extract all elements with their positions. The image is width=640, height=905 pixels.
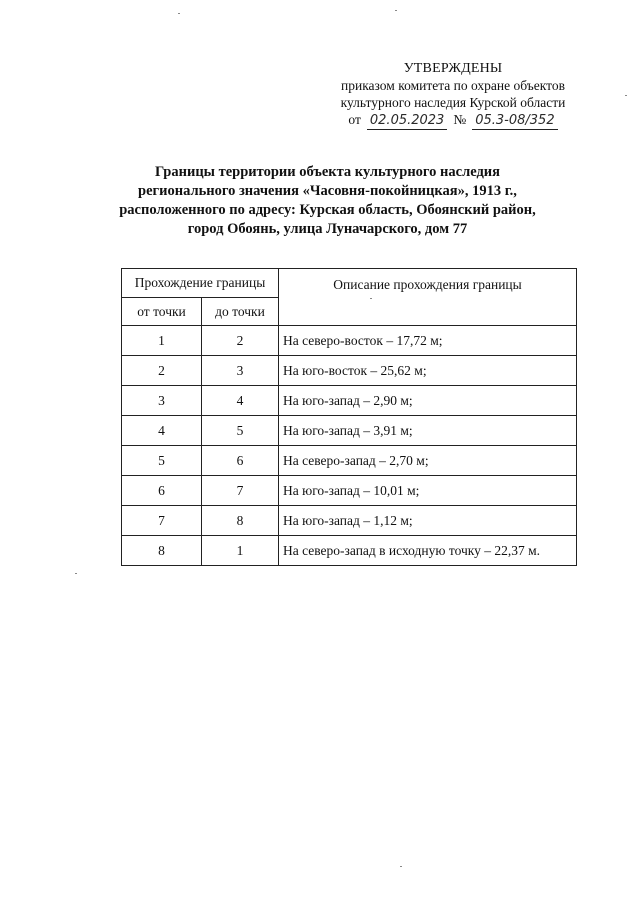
scan-speck [400,866,402,867]
description-cell: На юго-восток – 25,62 м; [279,356,577,386]
handwritten-order-number: 05.3-08/352 [472,112,557,130]
scan-speck [370,298,372,299]
table-row [122,326,577,356]
description-cell: На юго-запад – 1,12 м; [279,506,577,536]
approval-block [318,60,588,130]
to-point-cell: 2 [202,326,279,356]
scan-speck [178,13,180,14]
table-row [122,386,577,416]
table-row [122,446,577,476]
table-row [122,476,577,506]
from-point-cell: 7 [122,506,202,536]
from-point-cell: 4 [122,416,202,446]
description-cell: На юго-запад – 3,91 м; [279,416,577,446]
from-point-cell: 3 [122,386,202,416]
approval-line-2: культурного наследия Курской области [340,95,566,110]
header-from-point: от точки [122,298,202,326]
order-reference [318,111,588,130]
number-prefix: № [453,112,467,127]
to-point-cell: 8 [202,506,279,536]
header-description: Описание прохождения границы [279,269,577,326]
from-point-cell: 8 [122,536,202,566]
description-cell: На юго-запад – 2,90 м; [279,386,577,416]
table-row [122,536,577,566]
to-point-cell: 5 [202,416,279,446]
title-line-2: регионального значения «Часовня-покойницкая», 1913 г., [138,183,517,199]
to-point-cell: 3 [202,356,279,386]
to-point-cell: 6 [202,446,279,476]
to-point-cell: 1 [202,536,279,566]
from-point-cell: 2 [122,356,202,386]
to-point-cell: 7 [202,476,279,506]
date-prefix: от [348,112,361,127]
from-point-cell: 5 [122,446,202,476]
approval-heading: УТВЕРЖДЕНЫ [403,61,503,76]
approval-line-1: приказом комитета по охране объектов [341,78,565,93]
scan-speck [75,573,77,574]
table-row [122,356,577,386]
table-row [122,416,577,446]
document-title [100,163,555,239]
from-point-cell: 6 [122,476,202,506]
description-cell: На северо-запад – 2,70 м; [279,446,577,476]
title-line-3: расположенного по адресу: Курская область, Обоянский район, [119,202,536,218]
scan-speck [625,95,627,96]
description-cell: На северо-запад в исходную точку – 22,37 м. [279,536,577,566]
header-boundary-passage: Прохождение границы [122,269,279,298]
from-point-cell: 1 [122,326,202,356]
description-cell: На северо-восток – 17,72 м; [279,326,577,356]
to-point-cell: 4 [202,386,279,416]
header-to-point: до точки [202,298,279,326]
description-cell: На юго-запад – 10,01 м; [279,476,577,506]
title-line-4: город Обоянь, улица Луначарского, дом 77 [187,221,468,237]
boundary-table [121,268,577,566]
scan-speck [395,10,397,11]
title-line-1: Границы территории объекта культурного наследия [154,164,500,180]
handwritten-date: 02.05.2023 [367,112,447,130]
table-row [122,506,577,536]
